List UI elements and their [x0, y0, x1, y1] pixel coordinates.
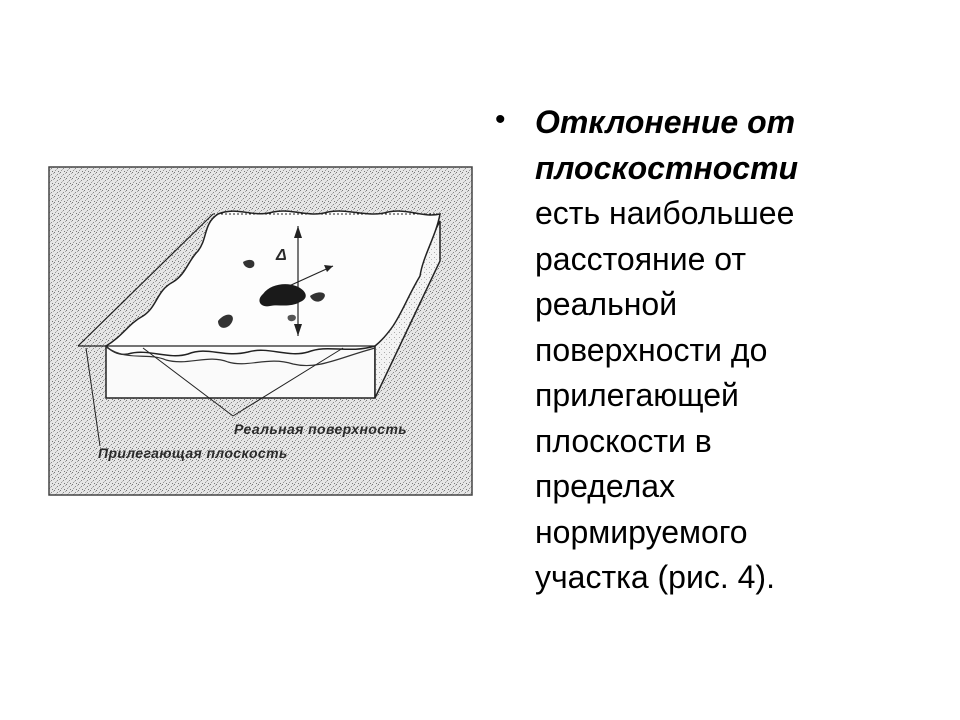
flatness-diagram: [48, 166, 473, 496]
label-real-surface: Реальная поверхность: [234, 421, 408, 437]
term-line-1: Отклонение от: [535, 104, 796, 140]
delta-symbol: Δ: [276, 247, 288, 264]
definition-text: [495, 100, 915, 601]
bullet-text: [535, 100, 798, 601]
body-line: прилегающей: [535, 377, 739, 413]
body-line: нормируемого: [535, 513, 748, 550]
body-line: пределах: [535, 468, 676, 504]
body-line: поверхности до: [535, 331, 768, 368]
body-line: расстояние от: [535, 240, 746, 277]
body-line: плоскости в: [535, 422, 712, 459]
body-line: реальной: [535, 286, 678, 322]
term-line-2: плоскостности: [535, 149, 799, 186]
definition-bullet: [495, 100, 915, 601]
label-adjacent-plane: Прилегающая плоскость: [98, 445, 288, 461]
bullet-mark: •: [495, 103, 506, 136]
body-line: есть наибольшее: [535, 195, 795, 231]
body-line: участка (рис. 4).: [535, 559, 775, 595]
flatness-figure: [48, 166, 473, 496]
